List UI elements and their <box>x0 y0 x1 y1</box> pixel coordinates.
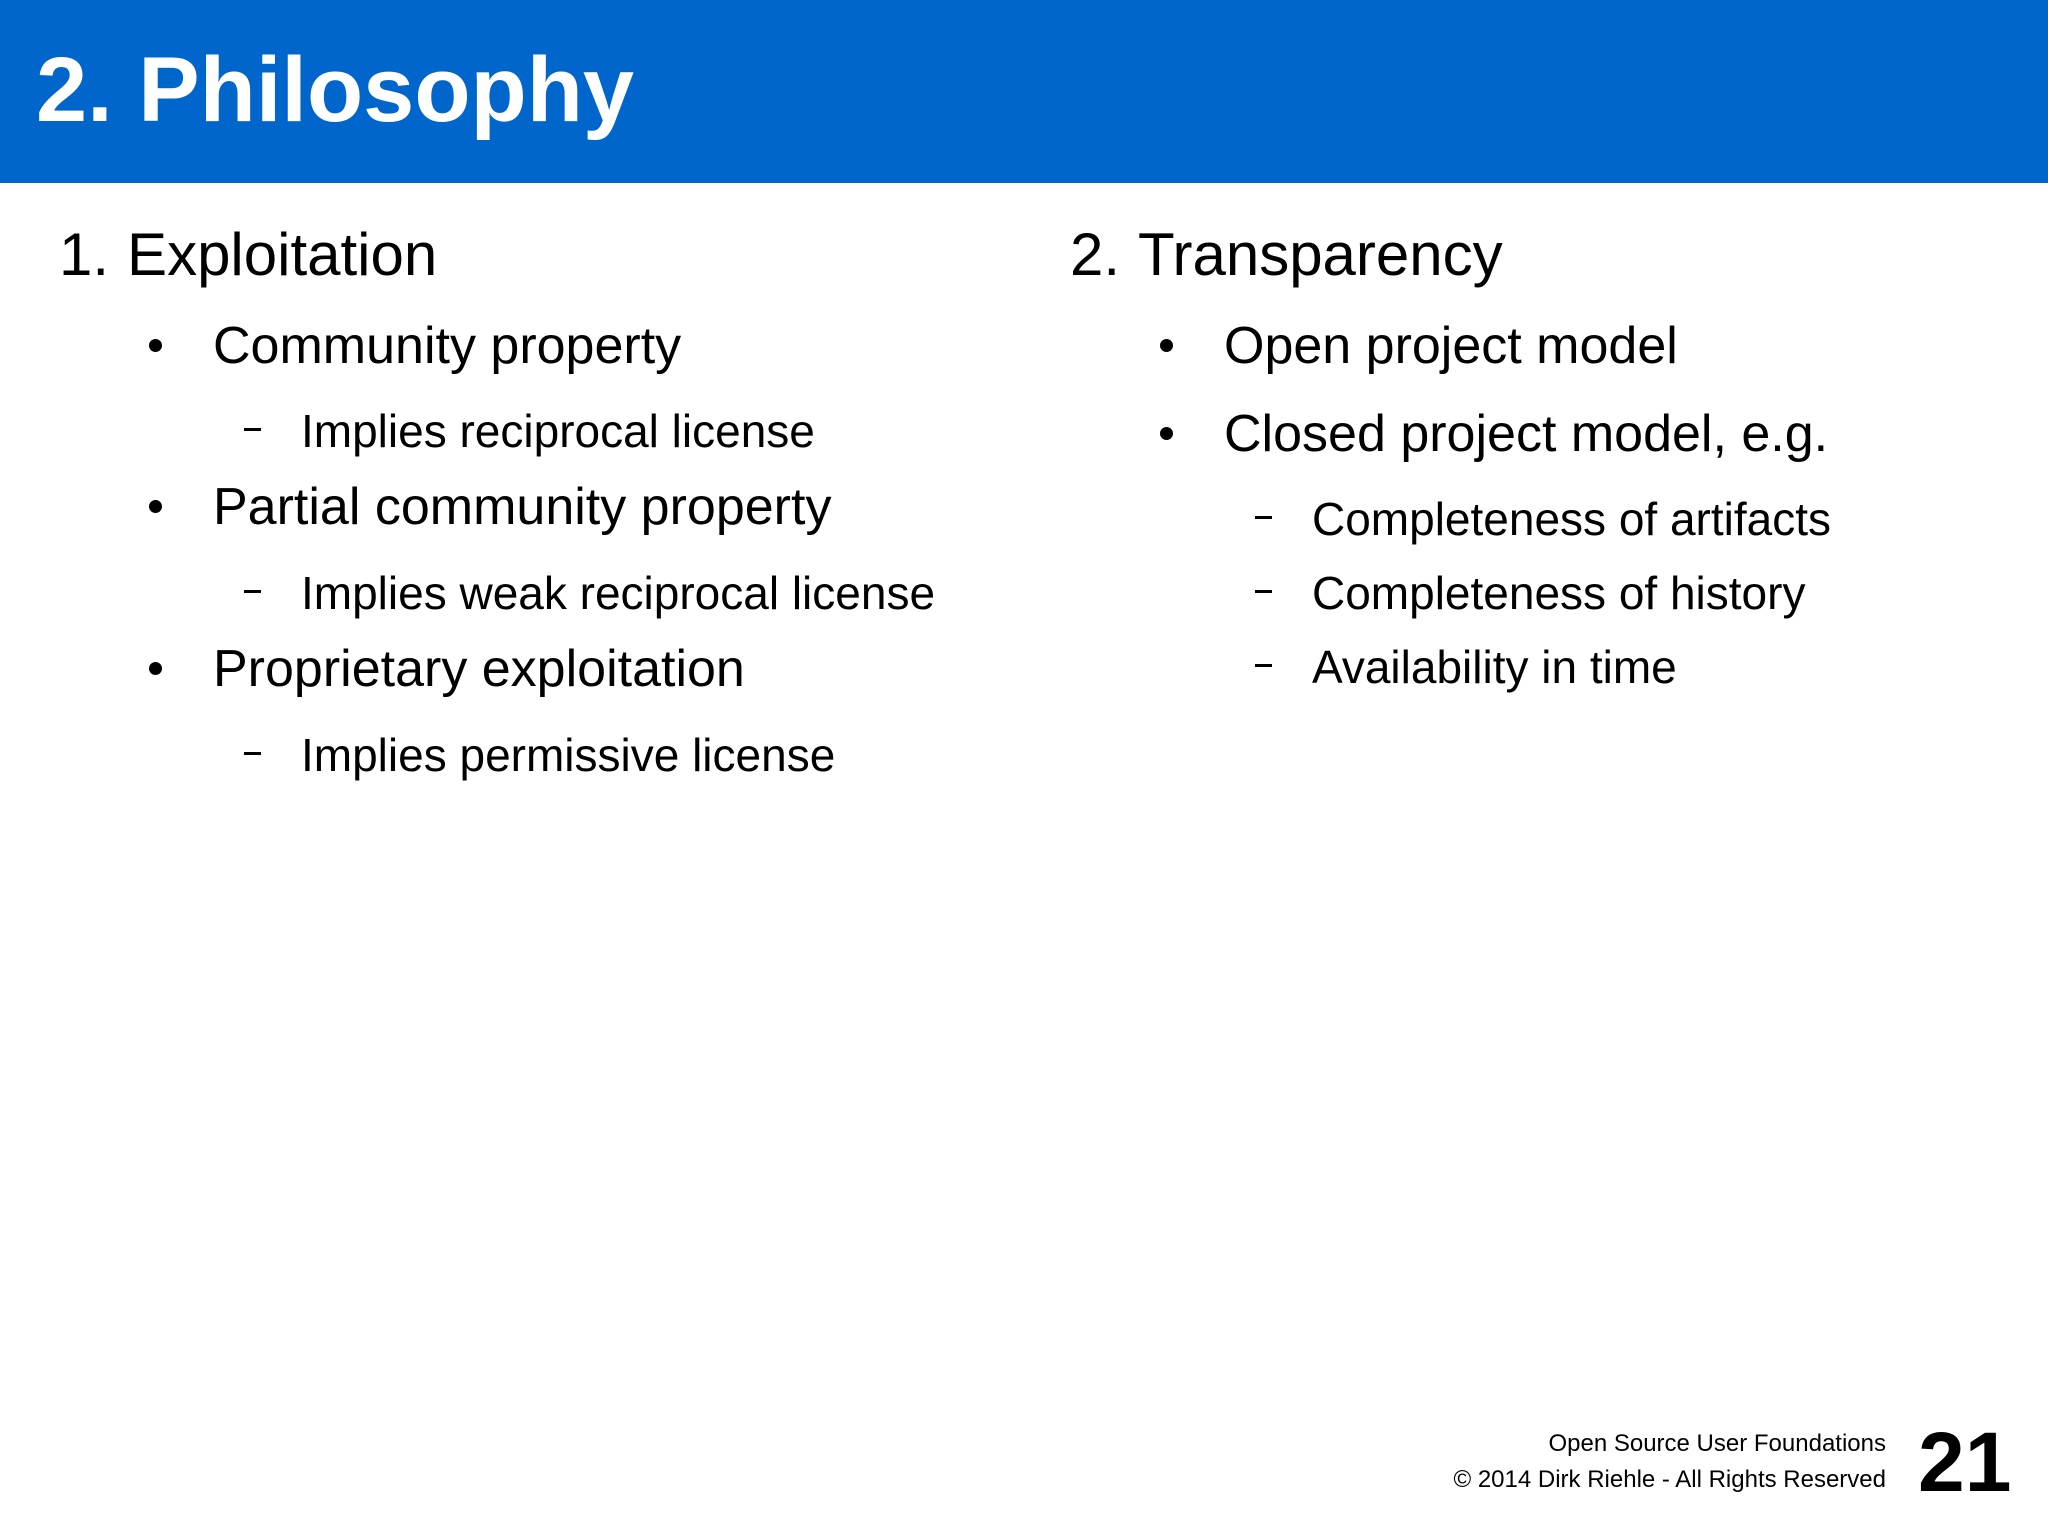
column-heading-exploitation <box>59 221 438 288</box>
dash-marker <box>1255 590 1272 593</box>
bullet-marker <box>149 662 162 675</box>
slide-title: 2. Philosophy <box>36 39 635 141</box>
column-heading-transparency <box>1070 221 1503 288</box>
list-item: Implies permissive license <box>301 729 836 781</box>
bullet-marker <box>149 500 162 513</box>
dash-marker <box>244 752 261 755</box>
bullet-marker <box>149 339 162 352</box>
list-item: Partial community property <box>213 478 832 536</box>
page-number: 21 <box>1918 1415 2012 1509</box>
dash-marker <box>1255 516 1272 519</box>
footer-copyright: © 2014 Dirk Riehle - All Rights Reserved <box>1453 1466 1886 1493</box>
heading-text: Transparency <box>1138 221 1503 288</box>
list-item: Completeness of artifacts <box>1312 493 1832 545</box>
list-item: Completeness of history <box>1312 567 1806 619</box>
heading-text: Exploitation <box>127 221 438 288</box>
heading-number: 1. <box>59 221 110 288</box>
bullet-marker <box>1160 427 1173 440</box>
list-item: Implies reciprocal license <box>301 405 815 457</box>
title-bar <box>0 0 2048 183</box>
list-item: Closed project model, e.g. <box>1224 405 1829 463</box>
list-item: Availability in time <box>1312 641 1677 693</box>
list-item: Community property <box>213 317 682 375</box>
list-item: Proprietary exploitation <box>213 640 745 698</box>
dash-marker <box>244 428 261 431</box>
dash-marker <box>1255 664 1272 667</box>
footer-course-title: Open Source User Foundations <box>1548 1430 1886 1457</box>
dash-marker <box>244 590 261 593</box>
heading-number: 2. <box>1070 221 1121 288</box>
list-item: Open project model <box>1224 317 1678 375</box>
list-item: Implies weak reciprocal license <box>301 567 936 619</box>
bullet-marker <box>1160 339 1173 352</box>
